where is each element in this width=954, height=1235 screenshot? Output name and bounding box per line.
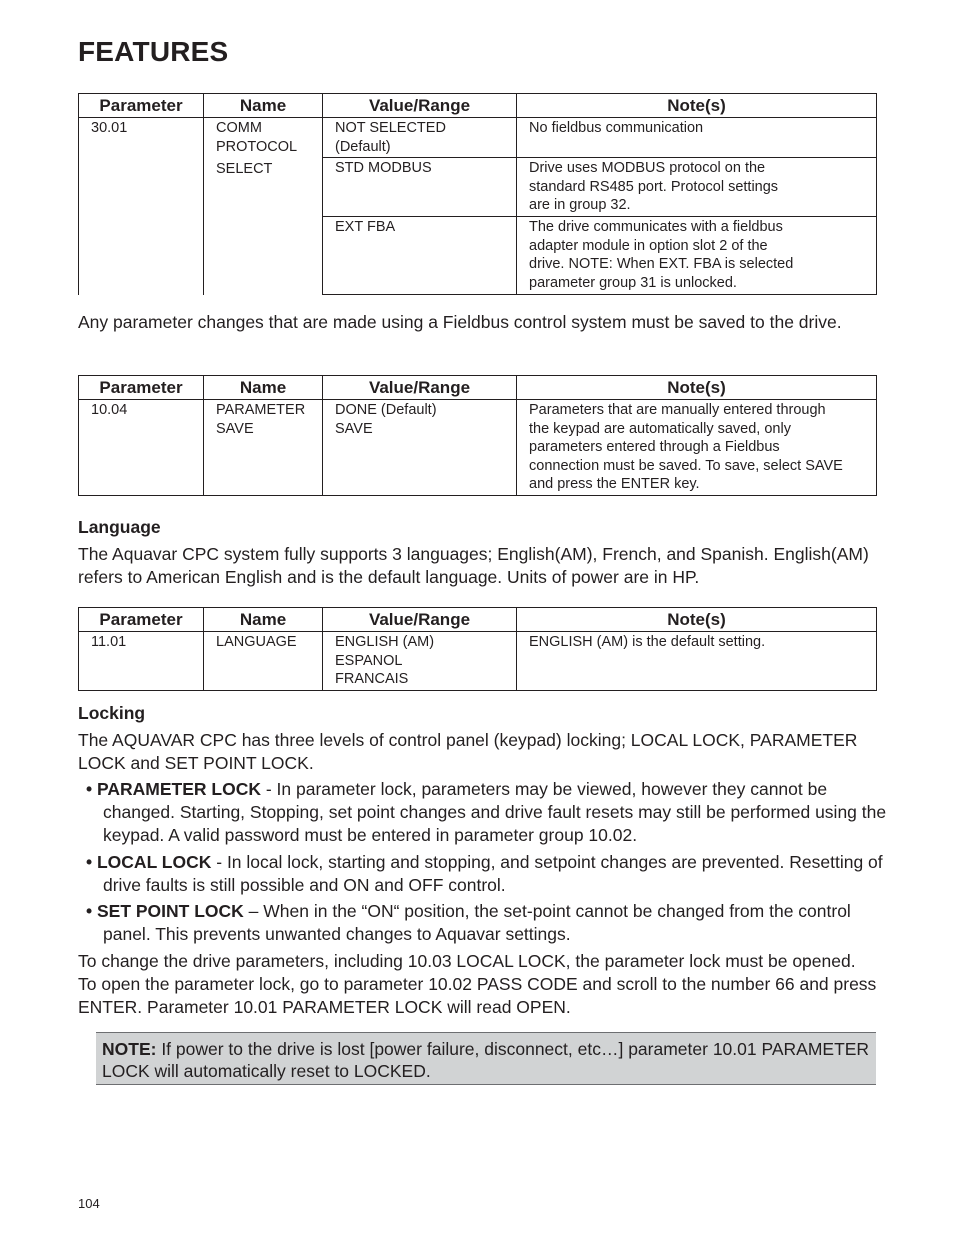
- note-line: adapter module in option slot 2 of the: [529, 237, 768, 254]
- header-value: Value/Range: [323, 94, 517, 118]
- note-line: and press the ENTER key.: [529, 476, 700, 492]
- note-line: are in group 32.: [529, 197, 631, 213]
- page-title: FEATURES: [78, 36, 229, 67]
- header-notes: Note(s): [517, 608, 877, 632]
- param-cell: 30.01: [79, 118, 204, 295]
- table-parameter-save: [78, 375, 877, 496]
- value-line: STD MODBUS: [335, 160, 432, 176]
- note-line: No fieldbus communication: [529, 120, 704, 136]
- note-line: drive. NOTE: When EXT. FBA is selected: [529, 256, 794, 272]
- note-cell: ENGLISH (AM) is the default setting.: [517, 632, 877, 691]
- value-cell: [323, 632, 517, 691]
- note-line: Drive uses MODBUS protocol on the: [529, 160, 766, 176]
- header-parameter: Parameter: [79, 376, 204, 400]
- table-header-row: [79, 376, 877, 400]
- param-cell: 11.01: [79, 632, 204, 691]
- language-heading: Language: [78, 517, 161, 537]
- bullet-term: • PARAMETER LOCK: [86, 779, 261, 799]
- value-line: DONE (Default): [335, 402, 437, 418]
- name-cell: [204, 118, 323, 295]
- param-cell: 10.04: [79, 400, 204, 496]
- note-cell: [517, 158, 877, 217]
- name-line: COMM: [216, 120, 262, 136]
- bullet-local-lock: [86, 851, 893, 897]
- note-line: the keypad are automatically saved, only: [529, 420, 791, 437]
- table-header-row: [79, 94, 877, 118]
- header-notes: Note(s): [517, 376, 877, 400]
- name-line: SELECT: [216, 161, 273, 177]
- table-row: [79, 118, 877, 158]
- note-line: The drive communicates with a fieldbus: [529, 219, 783, 235]
- bullet-text: – When in the “ON“ position, the set-point cannot be changed from the control panel. This prevents unwanted changes to Aquavar settings.: [103, 901, 851, 944]
- bullet-text: - In local lock, starting and stopping, and setpoint changes are prevented. Resetting of drive faults is still possible and ON and OFF control.: [103, 852, 883, 895]
- header-parameter: Parameter: [79, 608, 204, 632]
- note-cell: [517, 217, 877, 295]
- language-paragraph: The Aquavar CPC system fully supports 3 languages; English(AM), French, and Spanish. English(AM) refers to American English and is the default language. Units of power are in HP.: [78, 544, 869, 587]
- value-line: (Default): [335, 138, 391, 155]
- header-name: Name: [204, 608, 323, 632]
- table-comm-protocol: [78, 93, 877, 295]
- page-number: 104: [78, 1196, 100, 1211]
- name-line: PROTOCOL: [216, 138, 298, 155]
- bullet-term: • SET POINT LOCK: [86, 901, 244, 921]
- note-line: parameter group 31 is unlocked.: [529, 274, 737, 291]
- bullet-parameter-lock: [86, 778, 893, 847]
- note-label: NOTE:: [102, 1039, 157, 1059]
- table-row: [79, 632, 877, 691]
- header-name: Name: [204, 376, 323, 400]
- locking-heading: Locking: [78, 703, 146, 723]
- value-cell: [323, 217, 517, 295]
- locking-intro: The AQUAVAR CPC has three levels of control panel (keypad) locking; LOCAL LOCK, PARAMETER LOCK and SET POINT LOCK.: [78, 730, 858, 773]
- note-line: Parameters that are manually entered through: [529, 402, 826, 418]
- note-text: If power to the drive is lost [power failure, disconnect, etc…] parameter 10.01 PARAMETER LOCK will automatically reset to LOCKED.: [102, 1039, 870, 1081]
- value-line: EXT FBA: [335, 219, 396, 235]
- note-line: standard RS485 port. Protocol settings: [529, 178, 779, 195]
- bullet-term: • LOCAL LOCK: [86, 852, 212, 872]
- value-line: FRANCAIS: [335, 671, 409, 687]
- header-value: Value/Range: [323, 376, 517, 400]
- note-box: [96, 1032, 876, 1085]
- fieldbus-paragraph: Any parameter changes that are made using a Fieldbus control system must be saved to the drive.: [78, 312, 842, 332]
- note-line: parameters entered through a Fieldbus: [529, 439, 780, 455]
- name-line: SAVE: [216, 420, 254, 437]
- value-line: SAVE: [335, 420, 373, 437]
- name-line: PARAMETER: [216, 402, 306, 418]
- header-notes: Note(s): [517, 94, 877, 118]
- note-line: connection must be saved. To save, select SAVE: [529, 457, 843, 474]
- name-cell: LANGUAGE: [204, 632, 323, 691]
- header-name: Name: [204, 94, 323, 118]
- value-cell: [323, 118, 517, 158]
- value-cell: [323, 400, 517, 496]
- header-value: Value/Range: [323, 608, 517, 632]
- value-line: NOT SELECTED: [335, 120, 446, 136]
- bullet-text: - In parameter lock, parameters may be viewed, however they cannot be changed. Starting, Stopping, set point changes and drive fault resets may still be performed using the keypad. A valid password must be entered in parameter group 10.02.: [103, 779, 887, 845]
- value-cell: [323, 158, 517, 217]
- table-header-row: [79, 608, 877, 632]
- table-row: [79, 400, 877, 496]
- bullet-set-point-lock: [86, 900, 893, 946]
- locking-outro: To change the drive parameters, including 10.03 LOCAL LOCK, the parameter lock must be opened. To open the parameter lock, go to parameter 10.02 PASS CODE and scroll to the number 66 and press ENTER. Parameter 10.01 PARAMETER LOCK will read OPEN.: [78, 951, 877, 1017]
- note-cell: [517, 118, 877, 158]
- note-cell: [517, 400, 877, 496]
- name-cell: [204, 400, 323, 496]
- table-language: [78, 607, 877, 691]
- value-line: ENGLISH (AM): [335, 634, 435, 650]
- header-parameter: Parameter: [79, 94, 204, 118]
- value-line: ESPANOL: [335, 652, 403, 669]
